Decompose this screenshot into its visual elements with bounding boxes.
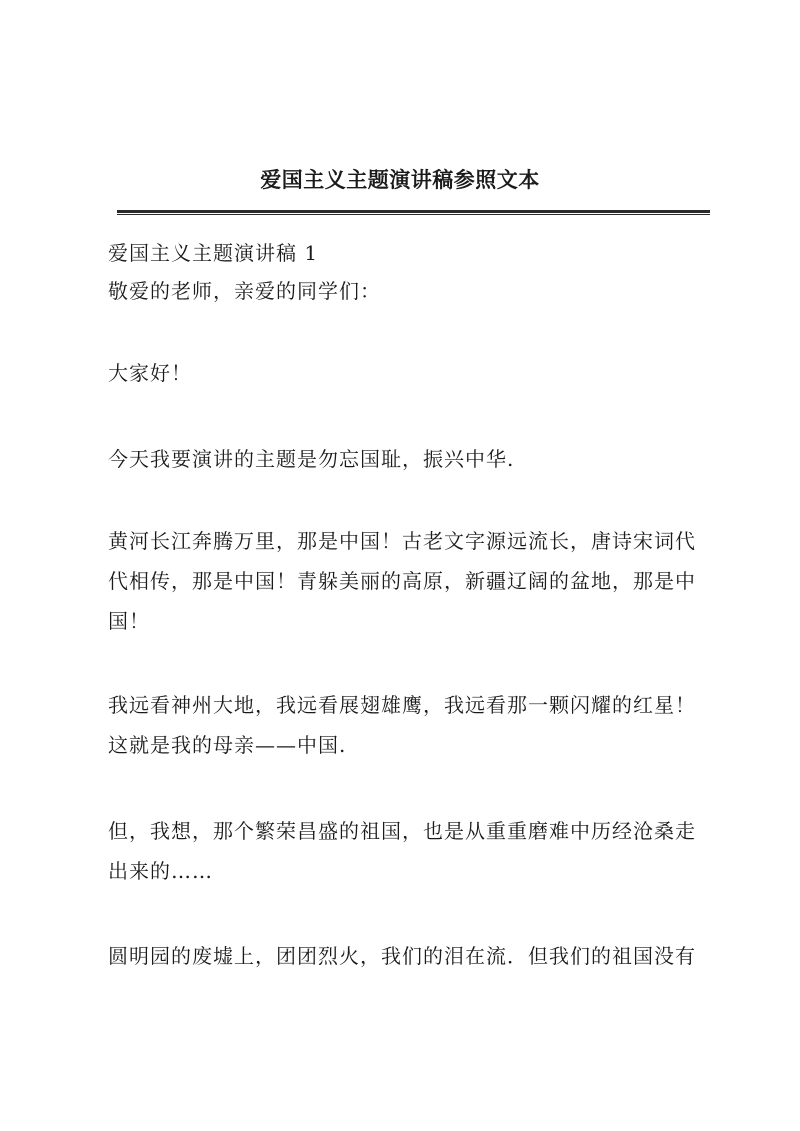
paragraph-line: 圆明园的废墟上，团团烈火，我们的泪在流．但我们的祖国没有 xyxy=(108,944,696,968)
paragraph-line: 国！ xyxy=(108,609,150,633)
greeting: 大家好！ xyxy=(108,361,192,385)
speech-heading: 爱国主义主题演讲稿 1 xyxy=(108,241,319,265)
paragraph-line: 但，我想，那个繁荣昌盛的祖国，也是从重重磨难中历经沧桑走 xyxy=(108,819,696,843)
paragraph-line: 出来的…… xyxy=(108,859,213,883)
paragraph-line: 黄河长江奔腾万里，那是中国！古老文字源远流长，唐诗宋词代 xyxy=(108,529,696,553)
paragraph-line: 这就是我的母亲——中国. xyxy=(108,733,347,757)
salutation: 敬爱的老师，亲爱的同学们： xyxy=(108,279,381,303)
title-divider xyxy=(117,210,710,215)
paragraph-line: 代相传，那是中国！青躲美丽的高原，新疆辽阔的盆地，那是中 xyxy=(108,569,696,593)
topic-paragraph: 今天我要演讲的主题是勿忘国耻，振兴中华. xyxy=(108,447,515,471)
paragraph-line: 我远看神州大地，我远看展翅雄鹰，我远看那一颗闪耀的红星！ xyxy=(108,693,696,717)
document-title: 爱国主义主题演讲稿参照文本 xyxy=(260,167,540,192)
